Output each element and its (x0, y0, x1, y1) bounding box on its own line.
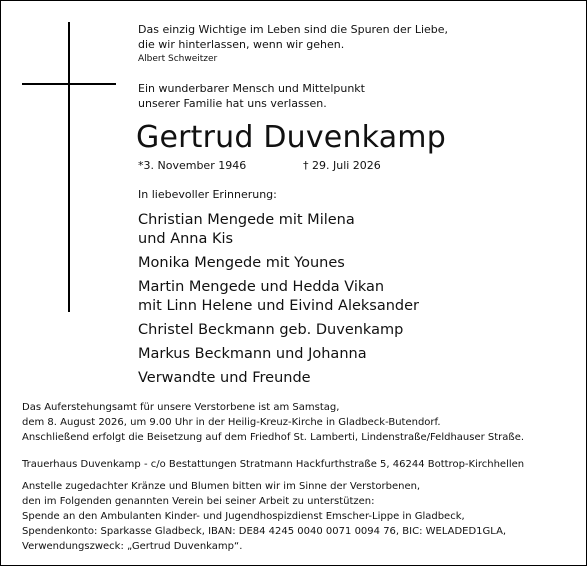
cross-icon-horizontal (22, 83, 116, 85)
service-line: Anschließend erfolgt die Beisetzung auf dem Friedhof St. Lamberti, Lindenstraße/Feldhauser Straße. (22, 432, 525, 443)
donation-line: Spende an den Ambulanten Kinder- und Jugendhospizdienst Emscher-Lippe in Gladbeck, (22, 511, 465, 522)
service-info (22, 400, 524, 445)
memory-label: In liebevoller Erinnerung: (138, 188, 277, 201)
quote-line: Das einzig Wichtige im Leben sind die Spuren der Liebe, (138, 23, 449, 36)
quote-author: Albert Schweitzer (138, 54, 218, 64)
mourners-list (138, 211, 419, 388)
intro-line: unserer Familie hat uns verlassen. (138, 97, 327, 110)
cross-icon-vertical (68, 22, 70, 312)
mourner-line: Martin Mengede und Hedda Vikan (138, 279, 385, 295)
deceased-name: Gertrud Duvenkamp (136, 120, 446, 155)
mourner-line: Markus Beckmann und Johanna (138, 346, 367, 362)
service-line: Das Auferstehungsamt für unsere Verstorbene ist am Samstag, (22, 402, 340, 413)
donation-line: den im Folgenden genannten Verein bei seiner Arbeit zu unterstützen: (22, 496, 375, 507)
donation-info (22, 479, 506, 554)
mourner-line: Christian Mengede mit Milena (138, 212, 355, 228)
mourner-line: mit Linn Helene und Eivind Aleksander (138, 298, 420, 314)
donation-line: Verwendungszweck: „Gertrud Duvenkamp“. (22, 541, 243, 552)
mourning-house-address: Trauerhaus Duvenkamp - c/o Bestattungen Stratmann Hackfurthstraße 5, 46244 Bottrop-Kirchhellen (22, 459, 525, 470)
mourner-line: Christel Beckmann geb. Duvenkamp (138, 322, 404, 338)
death-date: † 29. Juli 2026 (303, 159, 381, 172)
mourner-line: und Anna Kis (138, 231, 234, 247)
quote (138, 22, 448, 52)
mourner-line: Monika Mengede mit Younes (138, 255, 345, 271)
donation-line: Anstelle zugedachter Kränze und Blumen bitten wir im Sinne der Verstorbenen, (22, 481, 421, 492)
birth-date: *3. November 1946 (138, 159, 247, 172)
service-line: dem 8. August 2026, um 9.00 Uhr in der Heilig-Kreuz-Kirche in Gladbeck-Butendorf. (22, 417, 441, 428)
mourner-line: Verwandte und Freunde (138, 370, 311, 386)
intro-text (138, 81, 365, 111)
donation-line: Spendenkonto: Sparkasse Gladbeck, IBAN: DE84 4245 0040 0071 0094 76, BIC: WELADED1GLA, (22, 526, 507, 537)
intro-line: Ein wunderbarer Mensch und Mittelpunkt (138, 82, 365, 95)
quote-line: die wir hinterlassen, wenn wir gehen. (138, 38, 345, 51)
